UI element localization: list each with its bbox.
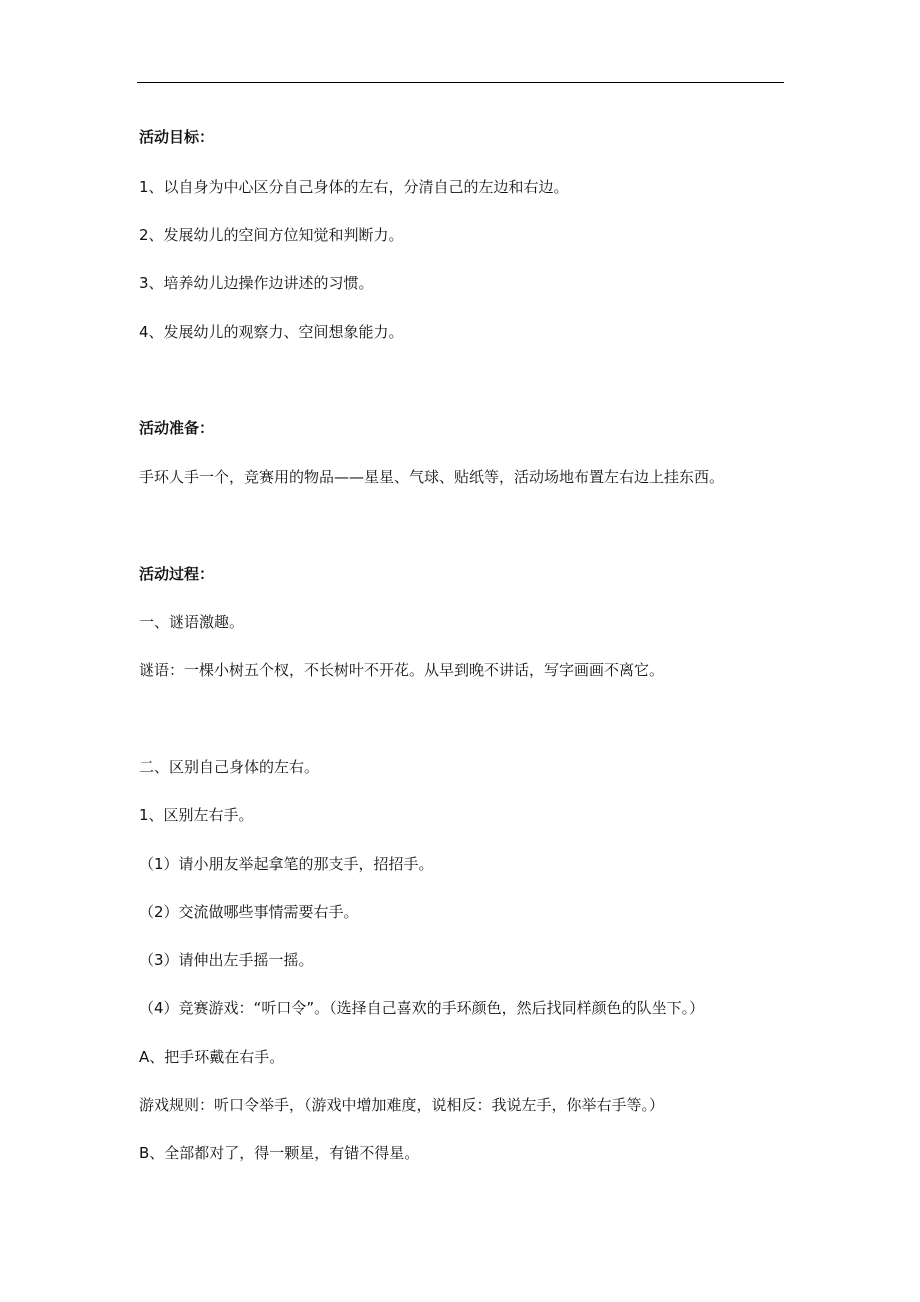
step-1: （1）请小朋友举起拿笔的那支手，招招手。 bbox=[139, 855, 434, 873]
goal-item-2: 2、发展幼儿的空间方位知觉和判断力。 bbox=[139, 226, 404, 244]
goal-item-1: 1、以自身为中心区分自己身体的左右，分清自己的左边和右边。 bbox=[139, 178, 569, 196]
step-4: （4）竞赛游戏：“听口令”。（选择自己喜欢的手环颜色，然后找同样颜色的队坐下。） bbox=[139, 999, 705, 1017]
sub-section-1: 1、区别左右手。 bbox=[139, 806, 254, 824]
process-part2-title: 二、区别自己身体的左右。 bbox=[139, 758, 320, 776]
step-2: （2）交流做哪些事情需要右手。 bbox=[139, 903, 359, 921]
header-rule bbox=[137, 82, 784, 83]
goal-item-3: 3、培养幼儿边操作边讲述的习惯。 bbox=[139, 274, 374, 292]
goals-heading: 活动目标： bbox=[139, 128, 215, 146]
process-heading: 活动过程： bbox=[139, 565, 215, 583]
preparation-heading: 活动准备： bbox=[139, 419, 215, 437]
process-part1-title: 一、谜语激趣。 bbox=[139, 613, 245, 631]
step-3: （3）请伸出左手摇一摇。 bbox=[139, 951, 314, 969]
game-rules: 游戏规则：听口令举手，（游戏中增加难度，说相反：我说左手，你举右手等。） bbox=[139, 1096, 665, 1114]
step-a: A、把手环戴在右手。 bbox=[139, 1048, 285, 1066]
riddle-text: 谜语：一棵小树五个杈，不长树叶不开花。从早到晚不讲话，写字画画不离它。 bbox=[139, 661, 665, 679]
preparation-text: 手环人手一个，竞赛用的物品——星星、气球、贴纸等，活动场地布置左右边上挂东西。 bbox=[139, 468, 725, 486]
goal-item-4: 4、发展幼儿的观察力、空间想象能力。 bbox=[139, 323, 404, 341]
step-b: B、全部都对了，得一颗星，有错不得星。 bbox=[139, 1144, 420, 1162]
